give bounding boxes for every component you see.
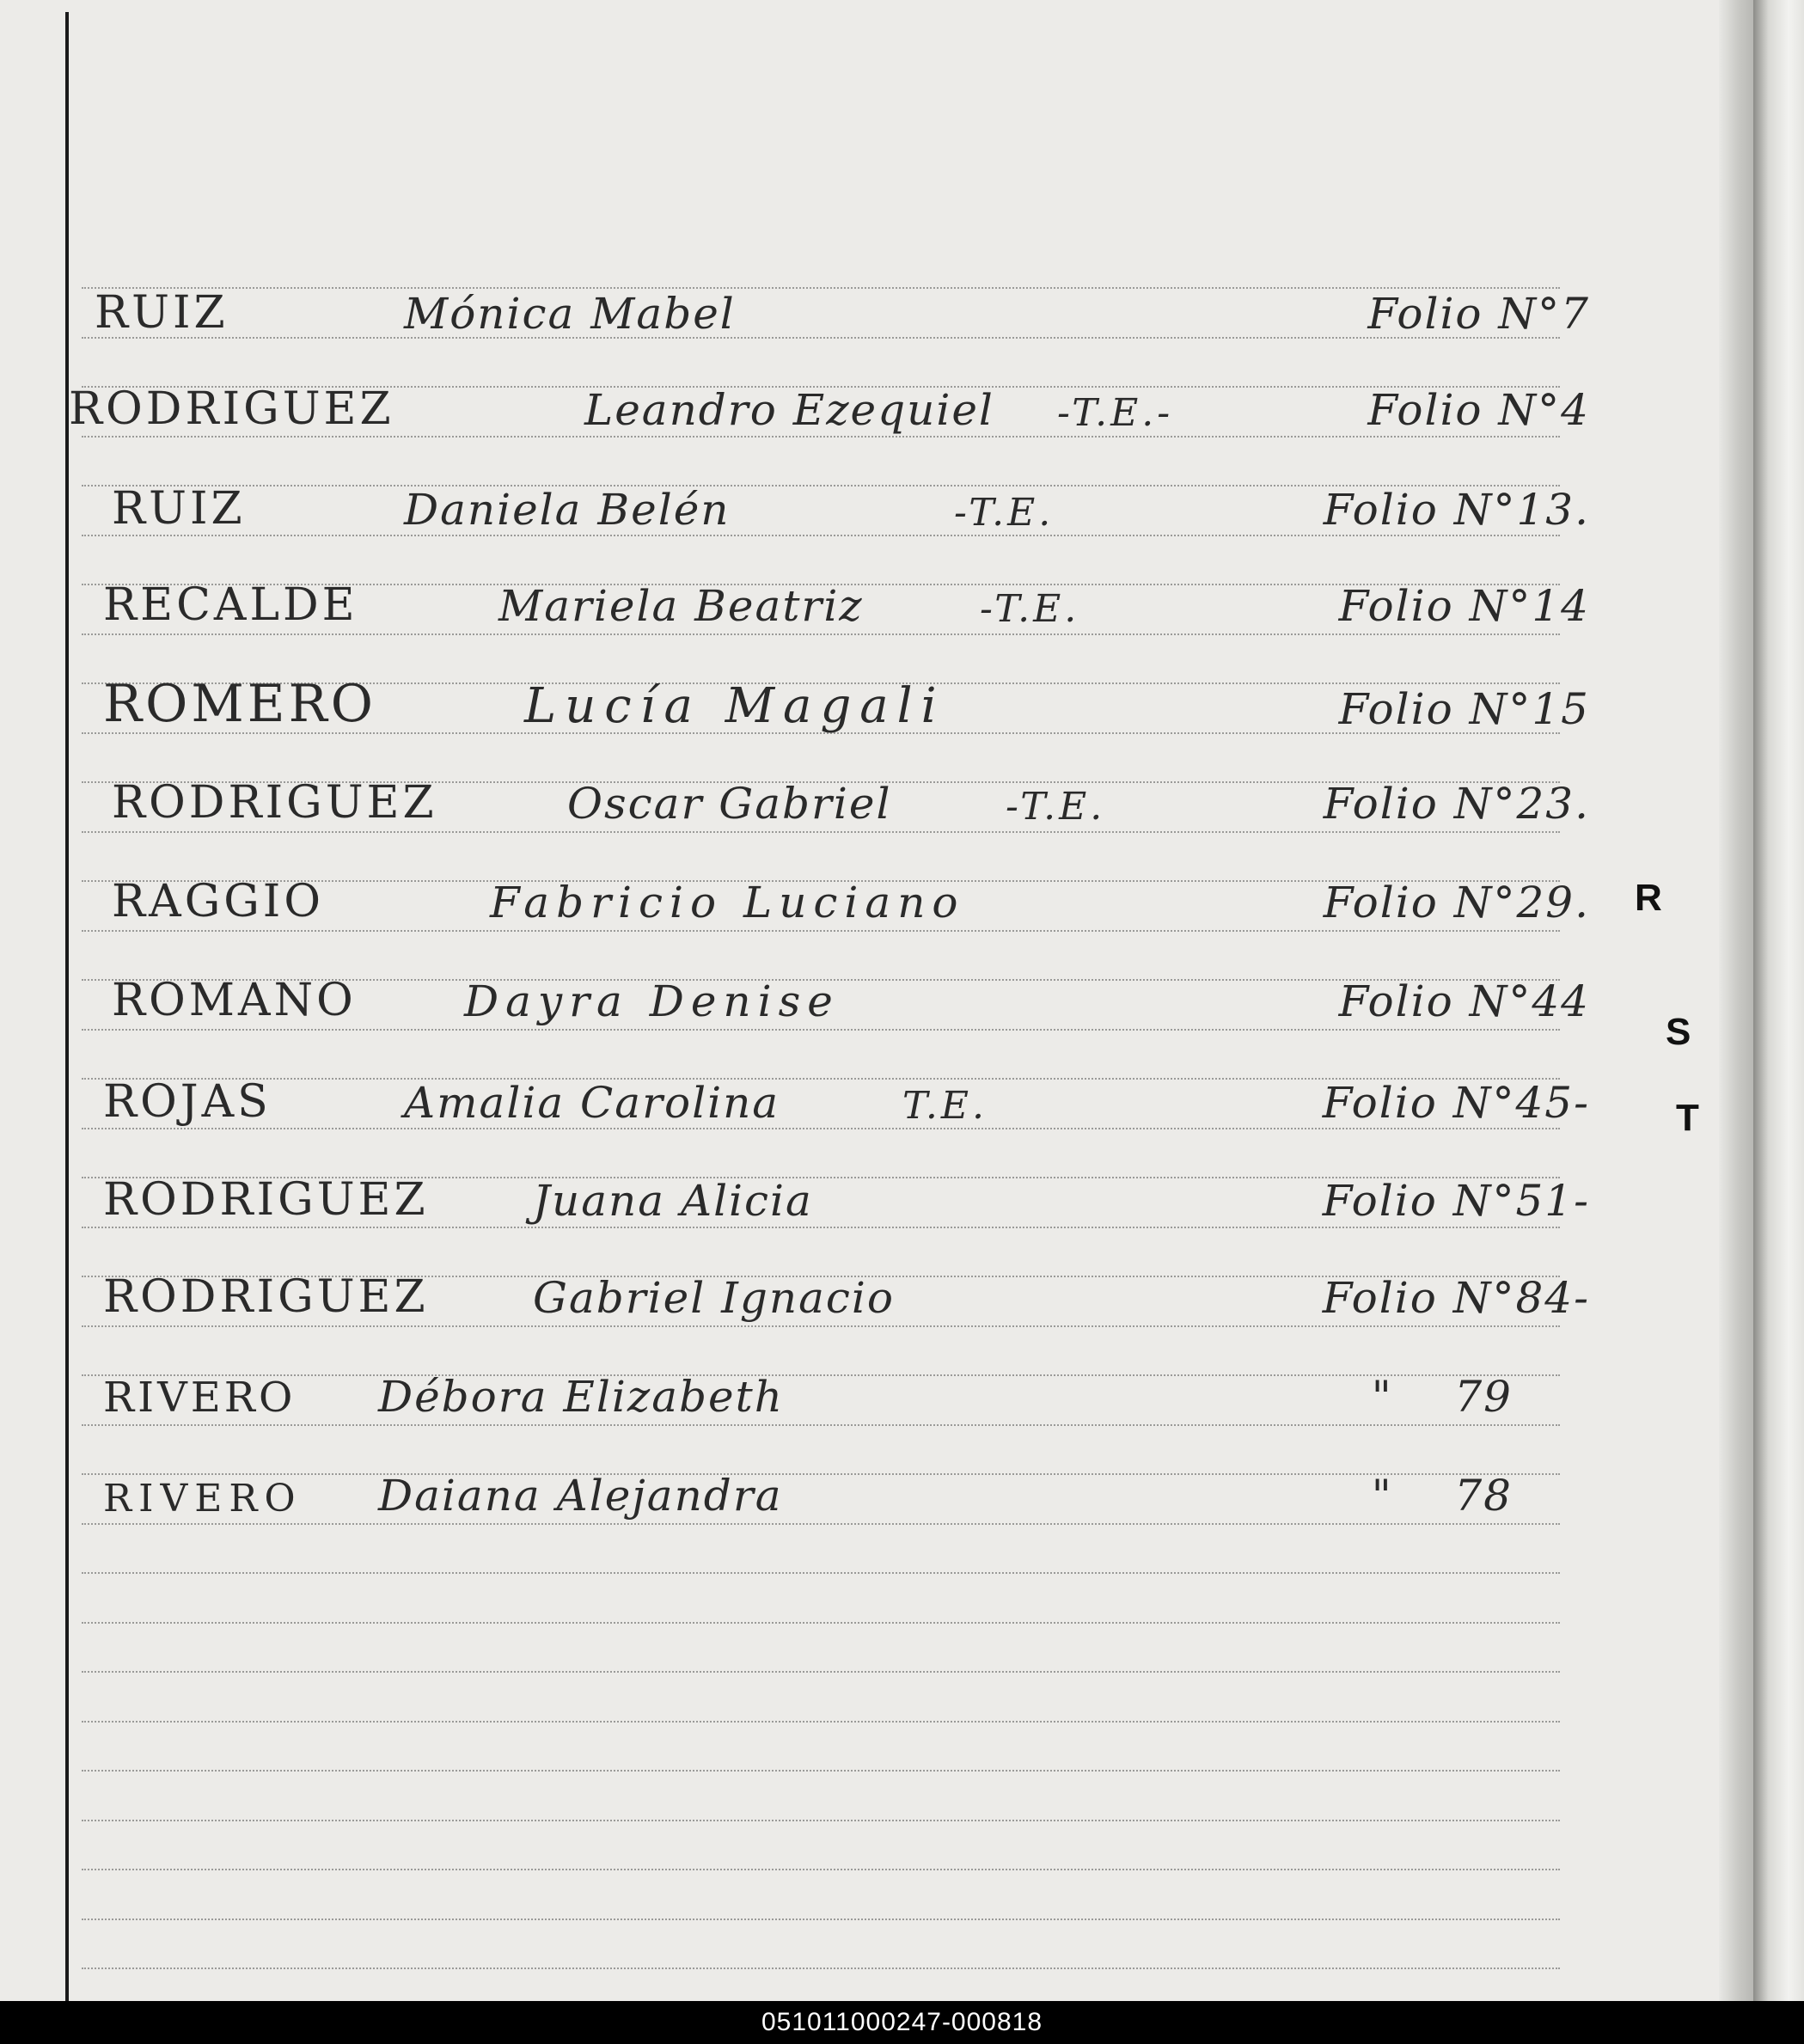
list-item	[0, 653, 1599, 739]
entry-folio: Folio N°51-	[1322, 1176, 1590, 1226]
entry-given-names: Mónica Mabel	[404, 289, 736, 339]
alphabet-index-tabs	[1616, 877, 1702, 2001]
entry-surname: RODRIGUEZ	[103, 1271, 429, 1323]
list-item	[0, 748, 1599, 834]
entry-folio: Folio N°84-	[1322, 1273, 1590, 1323]
entry-surname: RECALDE	[103, 579, 358, 631]
entry-folio: " 78	[1371, 1471, 1513, 1521]
entry-surname: ROJAS	[103, 1076, 272, 1128]
entry-surname: RUIZ	[95, 287, 229, 339]
list-item	[0, 1440, 1599, 1526]
entry-surname: RAGGIO	[112, 876, 324, 927]
entry-surname: ROMANO	[112, 975, 357, 1026]
entry-note: -T.E.	[1006, 785, 1106, 829]
entry-surname: RUIZ	[112, 483, 246, 535]
list-item	[0, 550, 1599, 636]
entry-folio: " 79	[1371, 1372, 1513, 1422]
entry-given-names: Lucía Magali	[524, 678, 945, 734]
entry-surname: RIVERO	[103, 1374, 297, 1422]
entry-given-names: Gabriel Ignacio	[533, 1273, 895, 1323]
entry-folio: Folio N°15	[1338, 684, 1590, 734]
entry-folio: Folio N°14	[1338, 581, 1590, 631]
index-tab-s[interactable]: S	[1666, 1011, 1691, 1053]
list-item	[0, 1242, 1599, 1328]
entry-given-names: Juana Alicia	[533, 1176, 813, 1226]
entry-surname: ROMERO	[103, 674, 376, 734]
entry-folio: Folio N°4	[1367, 385, 1590, 435]
entry-folio: Folio N°44	[1338, 976, 1590, 1026]
entry-note: -T.E.	[980, 587, 1080, 631]
entry-given-names: Oscar Gabriel	[567, 779, 892, 829]
entry-given-names: Leandro Ezequiel	[584, 385, 994, 435]
list-item	[0, 1145, 1599, 1231]
document-code-bar	[0, 2001, 1804, 2044]
entry-given-names: Daniela Belén	[404, 485, 731, 535]
entry-folio: Folio N°13.	[1323, 485, 1590, 535]
entry-given-names: Débora Elizabeth	[378, 1372, 784, 1422]
list-item	[0, 847, 1599, 933]
index-tab-r[interactable]: R	[1635, 877, 1662, 919]
entry-surname: RODRIGUEZ	[69, 383, 394, 435]
list-item	[0, 946, 1599, 1031]
entry-given-names: Amalia Carolina	[404, 1078, 780, 1128]
entry-given-names: Fabricio Luciano	[490, 878, 965, 927]
list-item	[0, 1047, 1599, 1133]
list-item	[0, 454, 1599, 540]
entry-folio: Folio N°29.	[1323, 878, 1590, 927]
document-code: 051011000247-000818	[761, 2008, 1043, 2036]
entry-given-names: Dayra Denise	[464, 976, 840, 1026]
entry-note: -T.E.-	[1057, 391, 1174, 435]
entry-surname: RODRIGUEZ	[103, 1174, 429, 1226]
entry-given-names: Daiana Alejandra	[378, 1471, 783, 1521]
entry-note: -T.E.	[954, 491, 1055, 535]
entry-folio: Folio N°23.	[1323, 779, 1590, 829]
page-edge	[1753, 0, 1804, 2001]
entry-note: T.E.	[902, 1084, 988, 1128]
binding-shadow	[1719, 0, 1753, 2001]
entry-folio: Folio N°45-	[1322, 1078, 1590, 1128]
entry-surname: RIVERO	[103, 1477, 303, 1521]
index-tab-t[interactable]: T	[1676, 1097, 1699, 1139]
list-item	[0, 258, 1599, 344]
entry-surname: RODRIGUEZ	[112, 777, 437, 829]
list-item	[0, 354, 1599, 440]
entry-folio: Folio N°7	[1367, 289, 1590, 339]
list-item	[0, 1341, 1599, 1427]
entry-given-names: Mariela Beatriz	[498, 581, 864, 631]
